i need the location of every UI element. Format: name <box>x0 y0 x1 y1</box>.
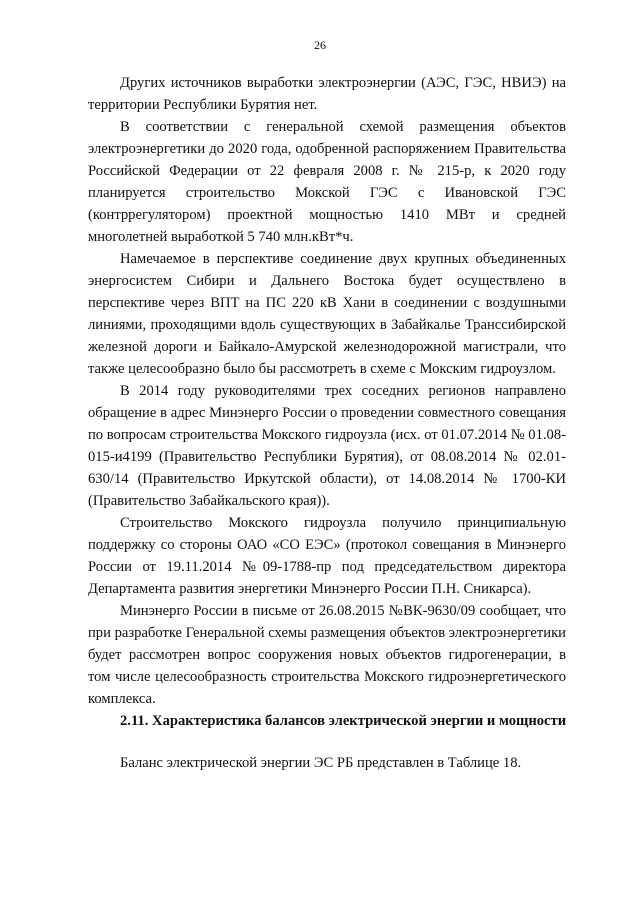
paragraph-balance-table: Баланс электрической энергии ЭС РБ представлен в Таблице 18. <box>120 755 522 771</box>
page-number: 26 <box>314 38 326 52</box>
document-body <box>88 72 566 774</box>
paragraph-ministry-letter: Минэнерго России в письме от 26.08.2015 №ВК-9630/09 сообщает, что при разработке Генеральной схемы размещения объектов электроэнергетики будет рассмотрен вопрос сооружения новых объектов гидрогенерации, в том числе целесообразность строительства Мокского гидроэнергетического комплекса. <box>88 603 566 707</box>
paragraph-regional-appeal: В 2014 году руководителями трех соседних регионов направлено обращение в адрес Минэнерго России о проведении совместного совещания по вопросам строительства Мокского гидроузла (исх. от 01.07.2014 № 01.08-015-и4199 (Правительство Республики Бурятия), от 08.08.2014 № 02.01-630/14 (Правительство Иркутской области), от 14.08.2014 № 1700-КИ (Правительство Забайкальского края)). <box>88 383 566 509</box>
paragraph-support: Строительство Мокского гидроузла получило принципиальную поддержку со стороны ОАО «СО ЕЭС» (протокол совещания в Минэнерго России от 19.11.2014 №09-1788-пр под председательством директора Департамента развития энергетики Минэнерго России П.Н. Сникарса). <box>88 515 566 597</box>
paragraph-other-sources: Других источников выработки электроэнергии (АЭС, ГЭС, НВИЭ) на территории Республики Бурятия нет. <box>88 75 566 113</box>
paragraph-general-scheme: В соответствии с генеральной схемой размещения объектов электроэнергетики до 2020 года, одобренной распоряжением Правительства Российской Федерации от 22 февраля 2008 г. № 215-р, к 2020 году планируется строительство Мокской ГЭС с Ивановской ГЭС (контррегулятором) проектной мощностью 1410 МВт и средней многолетней выработкой 5 740 млн.кВт*ч. <box>88 119 566 245</box>
paragraph-energy-systems: Намечаемое в перспективе соединение двух крупных объединенных энергосистем Сибири и Дальнего Востока будет осуществлено в перспективе через ВПТ на ПС 220 кВ Хани в соединении с воздушными линиями, проходящими вдоль существующих в Забайкалье Транссибирской железной дороги и Байкало-Амурской железнодорожной магистрали, что также целесообразно было бы рассмотреть в схеме с Мокским гидроузлом. <box>88 251 566 377</box>
section-heading: 2.11. Характеристика балансов электрической энергии и мощности <box>120 713 567 729</box>
